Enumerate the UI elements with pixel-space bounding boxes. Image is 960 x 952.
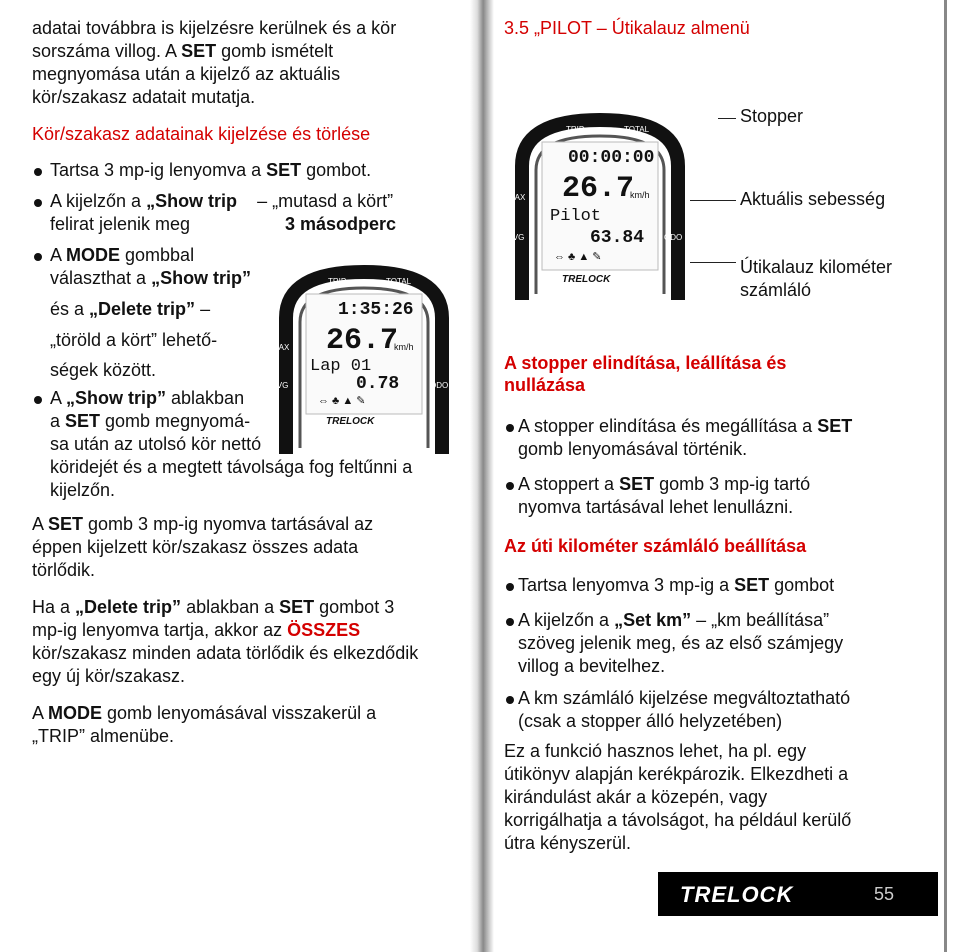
callout-line — [690, 262, 736, 263]
display-speed: 26.7 — [562, 172, 635, 206]
page-footer — [658, 872, 938, 916]
bullet-showtrip-window-2: a SET gomb megnyomá- — [50, 411, 251, 431]
bullet-set-km-2: szöveg jelenik meg, és az első számjegy — [518, 633, 844, 653]
bullet — [34, 168, 42, 176]
bullet — [506, 696, 514, 704]
page-binding — [470, 0, 494, 952]
callout-odometer-2: számláló — [740, 280, 812, 300]
bullet — [506, 424, 514, 432]
section-heading-pilot: 3.5 „PILOT – Útikalauz almenü — [504, 18, 750, 38]
bullet-mode-3: és a „Delete trip” – — [50, 299, 211, 319]
display-unit: km/h — [394, 342, 414, 352]
label-trip: TRIP — [328, 277, 347, 286]
footer-brand: TRELOCK — [680, 882, 794, 907]
intro-line-2: sorszáma villog. A SET gomb ismételt — [32, 41, 334, 61]
bullet-showtrip-window-3: sa után az utolsó kör nettó — [50, 434, 262, 454]
label-odo: ODO — [664, 233, 683, 242]
display-distance: 0.78 — [356, 374, 400, 394]
watch-show-trip-illustration — [266, 258, 462, 474]
bullet-show-trip-3: 3 másodperc — [285, 214, 397, 234]
bullet-hold-set: Tartsa 3 mp-ig lenyomva a SET gombot. — [50, 160, 372, 180]
bullet — [34, 396, 42, 404]
bullet-showtrip-window-5: kijelzőn. — [50, 480, 116, 500]
para-delete-3: törlődik. — [32, 560, 96, 580]
bullet-set-km-3: villog a bevitelhez. — [518, 656, 666, 676]
bullet-show-trip-2: felirat jelenik meg — [50, 214, 191, 234]
display-mode: Pilot — [550, 207, 602, 226]
para-delete-all-2: mp-ig lenyomva tartja, akkor az ÖSSZES — [32, 620, 361, 640]
callout-odometer-1: Útikalauz kilométer — [740, 257, 893, 277]
callout-stopper: Stopper — [740, 106, 804, 126]
para-mode-2: „TRIP” almenübe. — [32, 726, 175, 746]
para-usage-5: útra kényszerül. — [504, 833, 632, 853]
label-total: TOTAL — [386, 277, 412, 286]
label-avg: AVG — [272, 381, 289, 390]
bullet-showtrip-window-1: A „Show trip” ablakban — [50, 388, 245, 408]
para-delete-all-1: Ha a „Delete trip” ablakban a SET gombot 3 — [32, 597, 395, 617]
label-max: MAX — [272, 343, 290, 352]
brand-logo: TRELOCK — [326, 416, 375, 427]
bullet — [506, 618, 514, 626]
bullet-reset-1: A stoppert a SET gomb 3 mp-ig tartó — [518, 474, 811, 494]
bullet-mode-4: „töröld a kört” lehető- — [50, 330, 218, 350]
callout-speed: Aktuális sebesség — [740, 189, 886, 209]
bullet-start-stop-2: gomb lenyomásával történik. — [518, 439, 748, 459]
label-odo: ODO — [430, 381, 449, 390]
para-delete-all-3: kör/szakasz minden adata törlődik és elkezdődik — [32, 643, 419, 663]
label-trip: TRIP — [566, 125, 585, 134]
brand-logo: TRELOCK — [562, 274, 611, 285]
heading-stopper-2: nullázása — [504, 375, 586, 395]
bullet-showtrip-window-4: köridejét és a megtett távolsága fog feltűnni a — [50, 457, 413, 477]
bullet-hold-set-right: Tartsa lenyomva 3 mp-ig a SET gombot — [518, 575, 835, 595]
bullet-km-change-2: (csak a stopper álló helyzetében) — [518, 711, 783, 731]
bullet-mode-5: ségek között. — [50, 360, 157, 380]
para-delete-all-4: egy új kör/szakasz. — [32, 666, 186, 686]
label-total: TOTAL — [624, 125, 650, 134]
bullet — [506, 583, 514, 591]
display-unit: km/h — [630, 190, 650, 200]
watch-pilot-illustration — [504, 110, 696, 310]
para-usage-2: útikönyv alapján kerékpározik. Elkezdheti a — [504, 764, 849, 784]
para-delete-2: éppen kijelzett kör/szakasz összes adata — [32, 537, 359, 557]
intro-line-1: adatai továbbra is kijelzésre kerülnek és a kör — [32, 18, 397, 38]
section-heading: Kör/szakasz adatainak kijelzése és törlése — [32, 124, 371, 144]
display-time: 1:35:26 — [338, 300, 414, 320]
para-delete-1: A SET gomb 3 mp-ig nyomva tartásával az — [32, 514, 374, 534]
bullet-reset-2: nyomva tartásával lehet lenullázni. — [518, 497, 794, 517]
para-usage-4: korrigálhatja a távolságot, ha például kerülő — [504, 810, 852, 830]
page-number: 55 — [874, 884, 895, 904]
label-max: MAX — [508, 193, 526, 202]
page-edge — [944, 0, 947, 952]
para-usage-1: Ez a funkció hasznos lehet, ha pl. egy — [504, 741, 807, 761]
callout-line — [690, 200, 736, 201]
para-mode-1: A MODE gomb lenyomásával visszakerül a — [32, 703, 377, 723]
display-speed: 26.7 — [326, 324, 399, 358]
display-lap: Lap 01 — [310, 357, 372, 376]
intro-line-3: megnyomása után a kijelző az aktuális — [32, 64, 341, 84]
heading-stopper: A stopper elindítása, leállítása és — [504, 353, 787, 373]
label-avg: AVG — [508, 233, 525, 242]
status-icons: ⇔ ♣ ▲ ✎ — [554, 251, 602, 263]
intro-line-4: kör/szakasz adatait mutatja. — [32, 87, 256, 107]
bullet — [506, 482, 514, 490]
heading-odometer: Az úti kilométer számláló beállítása — [504, 536, 807, 556]
bullet — [34, 253, 42, 261]
bullet-km-change-1: A km számláló kijelzése megváltoztatható — [518, 688, 851, 708]
status-icons: ⇔ ♣ ▲ ✎ — [318, 395, 366, 407]
bullet-mode-2: választhat a „Show trip” — [50, 268, 252, 288]
bullet-show-trip-1: A kijelzőn a „Show trip – „mutasd a kört” — [50, 191, 394, 211]
callout-line — [718, 118, 736, 119]
para-usage-3: kirándulást akár a közepén, vagy — [504, 787, 768, 807]
bullet — [34, 199, 42, 207]
bullet-mode-1: A MODE gombbal — [50, 245, 195, 265]
bullet-set-km-1: A kijelzőn a „Set km” – „km beállítása” — [518, 610, 830, 630]
display-stopper: 00:00:00 — [568, 148, 655, 168]
display-distance: 63.84 — [590, 228, 645, 248]
bullet-start-stop-1: A stopper elindítása és megállítása a SET — [518, 416, 853, 436]
